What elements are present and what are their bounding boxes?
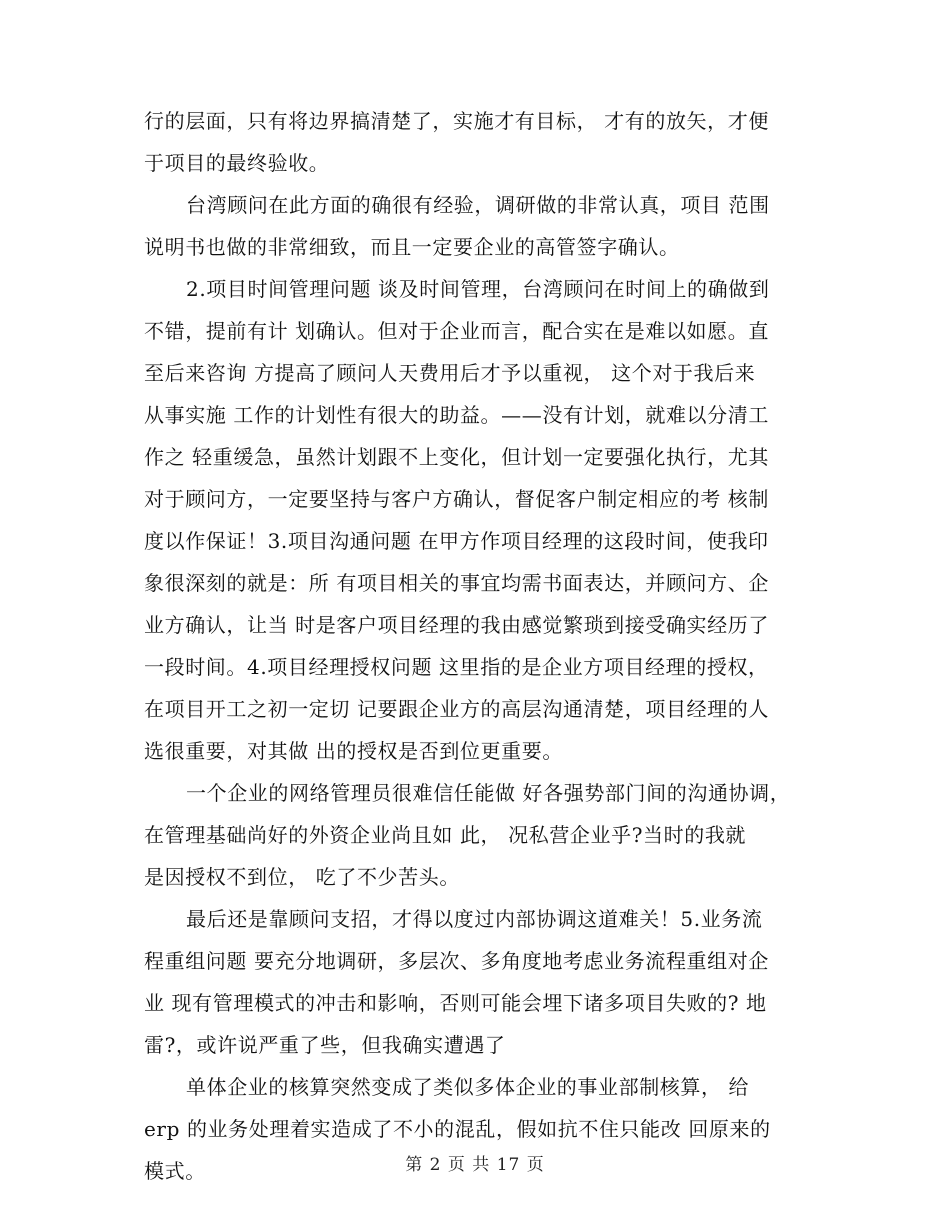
text-line: 一段时间。4.项目经理授权问题 这里指的是企业方项目经理的授权，: [144, 655, 769, 679]
text-line: 业 现有管理模式的冲击和影响，否则可能会埋下诸多项目失败的? 地: [144, 991, 767, 1015]
text-line: 选很重要，对其做 出的授权是否到位更重要。: [144, 739, 563, 763]
text-line: 业方确认，让当 时是客户项目经理的我由感觉繁琐到接受确实经历了: [144, 613, 769, 637]
text-line: 在项目开工之初一定切 记要跟企业方的高层沟通清楚，项目经理的人: [144, 697, 769, 721]
document-body: [144, 100, 814, 1192]
text-line: 单体企业的核算突然变成了类似多体企业的事业部制核算， 给: [186, 1075, 750, 1099]
text-line: 一个企业的网络管理员很难信任能做 好各强势部门间的沟通协调，: [186, 781, 791, 805]
text-line: 说明书也做的非常细致，而且一定要企业的高管签字确认。: [144, 235, 680, 259]
text-line: 作之 轻重缓急，虽然计划跟不上变化，但计划一定要强化执行，尤其: [144, 445, 769, 469]
text-line: 不错，提前有计 划确认。但对于企业而言，配合实在是难以如愿。直: [144, 319, 769, 343]
text-line: 模式。: [144, 1159, 206, 1183]
text-line: 对于顾问方，一定要坚持与客户方确认，督促客户制定相应的考 核制: [144, 487, 769, 511]
text-line: erp 的业务处理着实造成了不小的混乱，假如抗不住只能改 回原来的: [144, 1117, 771, 1141]
text-line: 从事实施 工作的计划性有很大的助益。——没有计划，就难以分清工: [144, 403, 769, 427]
text-line: 雷?，或许说严重了些，但我确实遭遇了: [144, 1033, 506, 1057]
text-line: 至后来咨询 方提高了顾问人天费用后才予以重视， 这个对于我后来: [144, 361, 756, 385]
text-line: 是因授权不到位， 吃了不少苦头。: [144, 865, 460, 889]
text-line: 程重组问题 要充分地调研，多层次、多角度地考虑业务流程重组对企: [144, 949, 769, 973]
text-line: 最后还是靠顾问支招，才得以度过内部协调这道难关！5.业务流: [186, 907, 763, 931]
text-line: 行的层面，只有将边界搞清楚了，实施才有目标， 才有的放矢，才便: [144, 109, 769, 133]
text-line: 台湾顾问在此方面的确很有经验，调研做的非常认真，项目 范围: [186, 193, 770, 217]
text-line: 于项目的最终验收。: [144, 151, 330, 175]
text-line: 度以作保证！3.项目沟通问题 在甲方作项目经理的这段时间，使我印: [144, 529, 769, 553]
text-line: 2.项目时间管理问题 谈及时间管理，台湾顾问在时间上的确做到: [186, 277, 770, 301]
text-line: 在管理基础尚好的外资企业尚且如 此， 况私营企业乎?当时的我就: [144, 823, 747, 847]
text-line: 象很深刻的就是：所 有项目相关的事宜均需书面表达，并顾问方、企: [144, 571, 769, 595]
page-number-footer: 第 2 页 共 17 页: [405, 1155, 545, 1175]
